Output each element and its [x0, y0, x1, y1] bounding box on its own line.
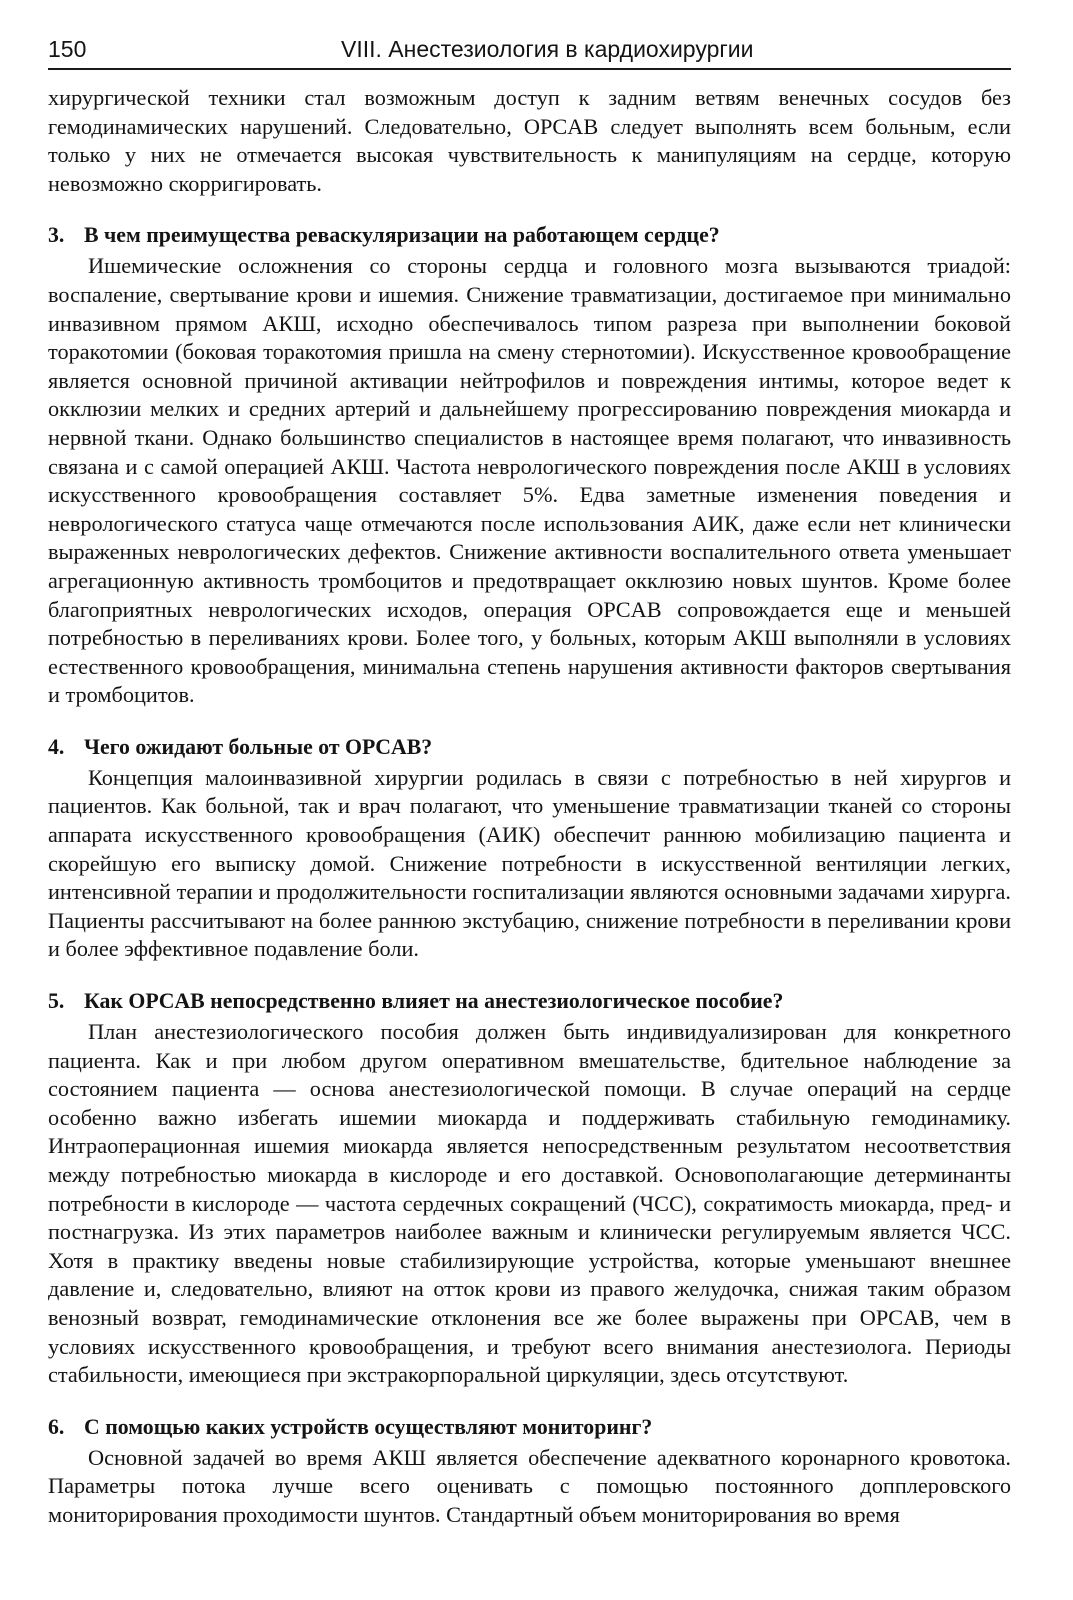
question-section-5: [48, 987, 1011, 1390]
page-number: 150: [48, 36, 87, 62]
question-section-3: [48, 221, 1011, 710]
chapter-title: VIII. Анестезиология в кардиохирургии: [341, 36, 754, 62]
question-heading: [48, 221, 1011, 250]
question-section-6: [48, 1413, 1011, 1530]
answer-paragraph: Ишемические осложнения со стороны сердца и головного мозга вызываются триадой: воспаление, свертывание крови и ишемия. Снижение травматизации, достигаемое при минимально инвазивном прямом АКШ, исходно обеспечивалось типом разреза при выполнении боковой торакотомии (боковая торакотомия пришла на смену стернотомии). Искусственное кровообращение является основной причиной активации нейтрофилов и повреждения интимы, которое ведет к окклюзии мелких и средних артерий и дальнейшему прогрессированию повреждения миокарда и нервной ткани. Однако большинство специалистов в настоящее время полагают, что инвазивность связана и с самой операцией АКШ. Частота неврологического повреждения после АКШ в условиях искусственного кровообращения составляет 5%. Едва заметные изменения поведения и неврологического статуса чаще отмечаются после использования АИК, даже если нет клинически выраженных неврологических дефектов. Снижение активности воспалительного ответа уменьшает агрегационную активность тромбоцитов и предотвращает окклюзию новых шунтов. Кроме более благоприятных неврологических исходов, операция OPCAB сопровождается еще и меньшей потребностью в переливаниях крови. Более того, у больных, которым АКШ выполняли в условиях естественного кровообращения, минимальна степень нарушения активности факторов свертывания и тромбоцитов.: [48, 253, 1011, 708]
question-title: С помощью каких устройств осуществляют мониторинг?: [84, 1414, 653, 1439]
question-section-4: [48, 733, 1011, 964]
question-number: 4.: [48, 734, 65, 759]
question-number: 3.: [48, 223, 65, 248]
question-heading: [48, 733, 1011, 762]
question-title: В чем преимущества реваскуляризации на работающем сердце?: [84, 223, 720, 248]
question-heading: [48, 987, 1011, 1016]
body-text: [48, 84, 1011, 1530]
question-title: Чего ожидают больные от OPCAB?: [84, 734, 433, 759]
running-header: [48, 34, 1011, 70]
answer-paragraph: Концепция малоинвазивной хирургии родилась в связи с потребностью в ней хирургов и пациентов. Как больной, так и врач полагают, что уменьшение травматизации тканей со стороны аппарата искусственного кровообращения (АИК) обеспечит раннюю мобилизацию пациента и скорейшую его выписку домой. Снижение потребности в искусственной вентиляции легких, интенсивной терапии и продолжительности госпитализации являются основными задачами хирурга. Пациенты рассчитывают на более раннюю экстубацию, снижение потребности в переливании крови и более эффективное подавление боли.: [48, 764, 1011, 962]
answer-paragraph: План анестезиологического пособия должен быть индивидуализирован для конкретного пациента. Как и при любом другом оперативном вмешательстве, бдительное наблюдение за состоянием пациента — основа анестезиологической помощи. В случае операций на сердце особенно важно избегать ишемии миокарда и поддерживать стабильную гемодинамику. Интраоперационная ишемия миокарда является непосредственным результатом несоответствия между потребностью миокарда в кислороде и его доставкой. Основополагающие детерминанты потребности в кислороде — частота сердечных сокращений (ЧСС), сократимость миокарда, пред- и постнагрузка. Из этих параметров наиболее важным и клинически регулируемым является ЧСС. Хотя в практику введены новые стабилизирующие устройства, которые уменьшают внешнее давление и, следовательно, влияют на отток крови из правого желудочка, снижая таким образом венозный возврат, гемодинамические отклонения все же более выражены при OPCAB, чем в условиях искусственного кровообращения, и требуют всего внимания анестезиолога. Периоды стабильности, имеющиеся при экстракорпоральной циркуляции, здесь отсутствуют.: [48, 1019, 1011, 1388]
question-number: 6.: [48, 1414, 65, 1439]
intro-paragraph: хирургической техники стал возможным доступ к задним ветвям венечных сосудов без гемодинамических нарушений. Следовательно, OPCAB следует выполнять всем больным, если только у них не отмечается высокая чувствительность к манипуляциям на сердце, которую невозможно скорригировать.: [48, 85, 1011, 196]
question-title: Как OPCAB непосредственно влияет на анестезиологическое пособие?: [84, 989, 784, 1014]
question-heading: [48, 1413, 1011, 1442]
answer-paragraph: Основной задачей во время АКШ является обеспечение адекватного коронарного кровотока. Параметры потока лучше всего оценивать с помощью постоянного допплеровского мониторирования проходимости шунтов. Стандартный объем мониторирования во время: [48, 1444, 1011, 1527]
question-number: 5.: [48, 989, 65, 1014]
